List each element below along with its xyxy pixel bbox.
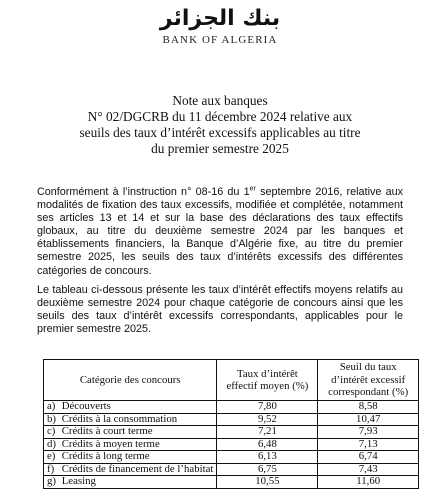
row-letter: b) [47, 412, 56, 425]
row-letter: e) [47, 450, 56, 462]
row-category-label: Crédits de financement de l’habitat [61, 462, 214, 475]
row-threshold: 7,43 [318, 463, 419, 476]
logo-latin-text: BANK OF ALGERIA [162, 34, 278, 46]
row-rate: 7,21 [217, 426, 318, 439]
note-title-line-1: Note aux banques [172, 93, 268, 108]
row-category [44, 401, 217, 414]
paragraph-1-rest: septembre 2016, relative aux modalités de fixation des taux excessifs, modifiée et complétée, notamment ses articles 13 et 14 et sur la base des déclarations des taux effectifs globaux, au titre du deuxième semestre 2024 par les banques et établissements financiers, la Banque d’Algérie fixe, au titre du premier semestre 2025, les seuils des taux d’intérêts excessifs des différentes catégories de concours. [37, 186, 403, 277]
table-row [44, 463, 419, 476]
row-letter: a) [47, 400, 56, 412]
row-rate: 9,52 [217, 413, 318, 426]
row-rate: 7,80 [217, 401, 318, 414]
row-letter: c) [47, 425, 56, 437]
note-title-line-3: seuils des taux d’intérêt excessifs applicables au titre [79, 125, 361, 140]
row-category-label: Crédits à court terme [61, 425, 153, 437]
note-title-line-2: N° 02/DGCRB du 11 décembre 2024 relative aux [87, 109, 353, 124]
row-threshold: 6,74 [318, 451, 419, 464]
paragraph-1 [37, 186, 403, 278]
row-threshold: 11,60 [318, 476, 419, 489]
row-threshold: 7,13 [318, 438, 419, 451]
bank-logo [0, 6, 440, 46]
paragraph-1-start: Conformément à l’instruction n° 08-16 du 1 [37, 186, 250, 198]
paragraph-1-superscript: er [249, 185, 256, 193]
row-category-label: Découverts [61, 400, 111, 412]
row-rate: 10,55 [217, 476, 318, 489]
table-row [44, 438, 419, 451]
note-title [40, 93, 400, 157]
row-category-label: Crédits à la consommation [61, 412, 178, 425]
row-threshold: 10,47 [318, 413, 419, 426]
table-row [44, 426, 419, 439]
row-category [44, 426, 217, 439]
row-category-label: Crédits à moyen terme [61, 437, 160, 450]
row-letter: d) [47, 437, 56, 450]
table-row [44, 476, 419, 489]
row-category-label: Leasing [61, 475, 96, 487]
row-threshold: 7,93 [318, 426, 419, 439]
rates-table [43, 359, 419, 489]
logo-arabic-text: بنك الجزائر [159, 6, 281, 31]
header-category: Catégorie des concours [44, 360, 217, 401]
row-letter: f) [47, 462, 55, 475]
row-rate: 6,48 [217, 438, 318, 451]
paragraph-2: Le tableau ci-dessous présente les taux d’intérêt effectifs moyens relatifs au deuxième semestre 2024 pour chaque catégorie de concours ainsi que les seuils des taux d’intérêt excessifs correspondants, applicables pour le premier semestre 2025. [37, 284, 403, 336]
table-header-row [44, 360, 419, 401]
note-title-line-4: du premier semestre 2025 [151, 141, 289, 156]
header-effective-rate: Taux d’intérêt effectif moyen (%) [217, 360, 318, 401]
row-category [44, 463, 217, 476]
table-row [44, 413, 419, 426]
row-category [44, 476, 217, 489]
row-letter: g) [47, 475, 56, 487]
row-category [44, 413, 217, 426]
table-row [44, 451, 419, 464]
row-category-label: Crédits à long terme [61, 450, 150, 462]
row-category [44, 451, 217, 464]
row-category [44, 438, 217, 451]
table-row [44, 401, 419, 414]
row-rate: 6,75 [217, 463, 318, 476]
row-rate: 6,13 [217, 451, 318, 464]
header-threshold: Seuil du taux d’intérêt excessif correspondant (%) [318, 360, 419, 401]
row-threshold: 8,58 [318, 401, 419, 414]
